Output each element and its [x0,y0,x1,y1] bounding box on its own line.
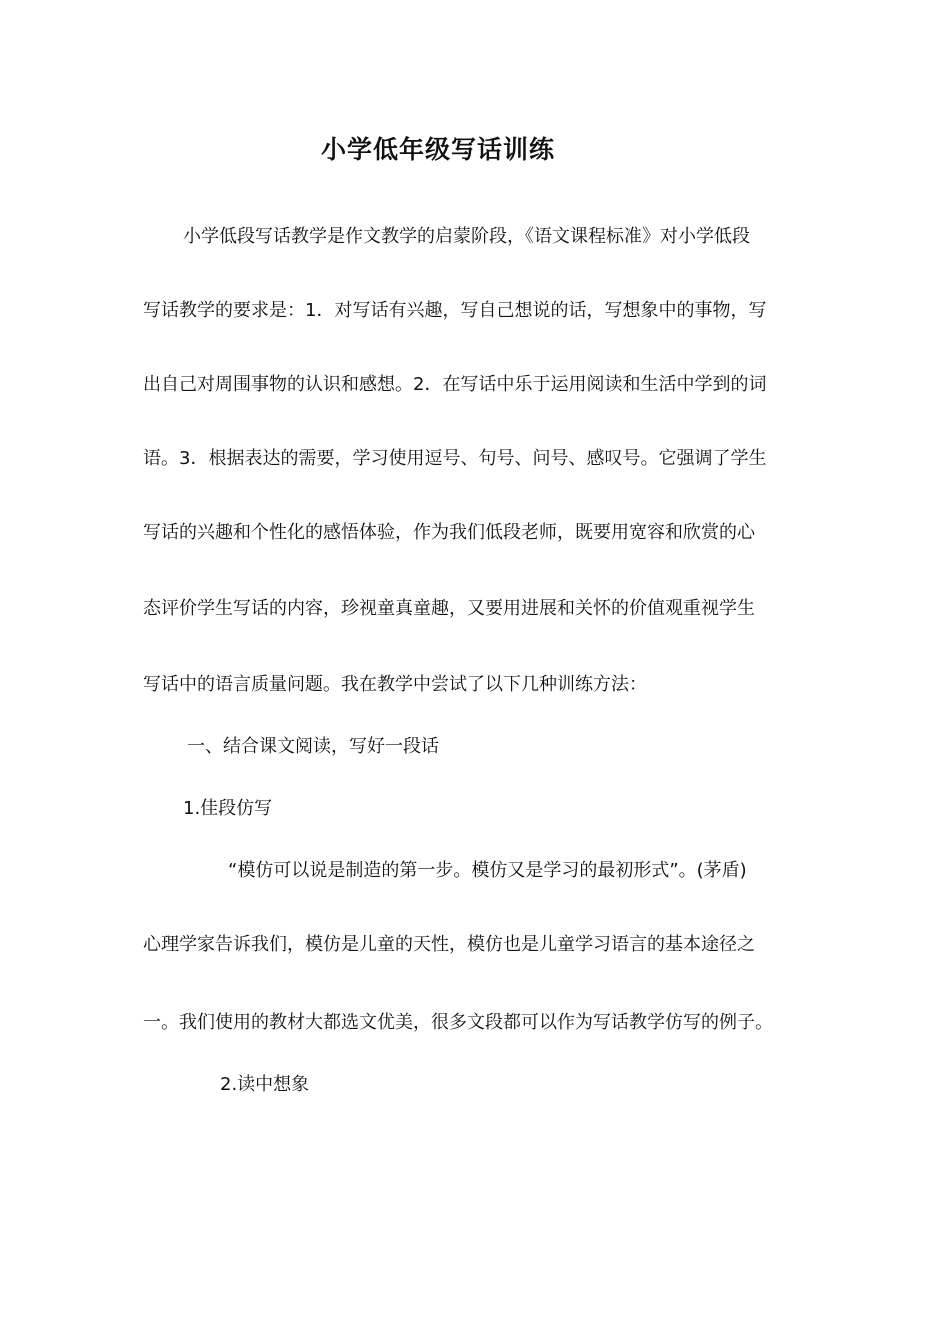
document-title: 小学低年级写话训练 [320,135,555,164]
quote-line-3: 一。我们使用的教材大都选文优美，很多文段都可以作为写话教学仿写的例子。 [143,1012,773,1033]
intro-line-3: 出自己对周围事物的认识和感想。2．在写话中乐于运用阅读和生活中学到的词 [143,374,767,395]
intro-line-2: 写话教学的要求是：1．对写话有兴趣，写自己想说的话，写想象中的事物，写 [143,300,767,321]
intro-line-7: 写话中的语言质量问题。我在教学中尝试了以下几种训练方法： [143,674,647,695]
subsection-heading-2: 2.读中想象 [220,1074,310,1095]
intro-line-1: 小学低段写话教学是作文教学的启蒙阶段，《语文课程标准》对小学低段 [183,226,750,247]
intro-line-4: 语。3．根据表达的需要，学习使用逗号、句号、问号、感叹号。它强调了学生 [143,448,767,469]
intro-line-5: 写话的兴趣和个性化的感悟体验，作为我们低段老师，既要用宽容和欣赏的心 [143,522,755,543]
quote-line-2: 心理学家告诉我们，模仿是儿童的天性，模仿也是儿童学习语言的基本途径之 [143,934,755,955]
intro-line-6: 态评价学生写话的内容，珍视童真童趣，又要用进展和关怀的价值观重视学生 [143,598,755,619]
quote-line-1: “模仿可以说是制造的第一步。模仿又是学习的最初形式”。(茅盾) [228,860,747,881]
subsection-heading-1: 1.佳段仿写 [183,798,273,819]
section-heading-1: 一、结合课文阅读，写好一段话 [187,736,439,757]
